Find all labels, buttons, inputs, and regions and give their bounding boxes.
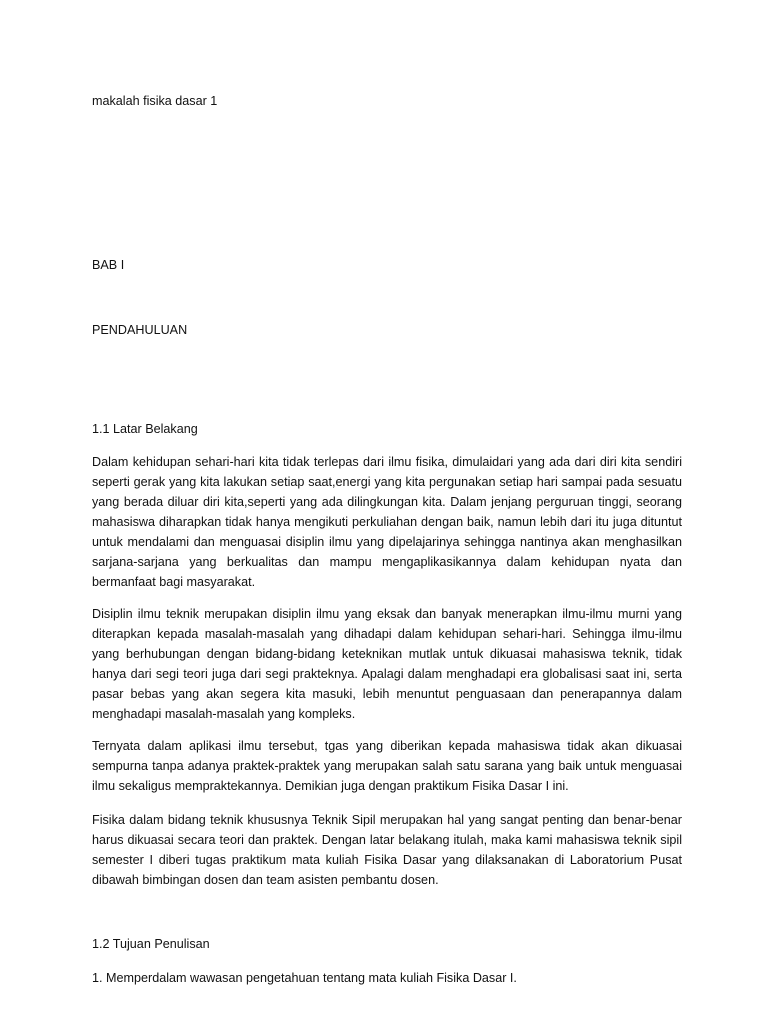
section-heading-tujuan-penulisan: 1.2 Tujuan Penulisan [92, 937, 210, 951]
paragraph-3: Ternyata dalam aplikasi ilmu tersebut, tgas yang diberikan kepada mahasiswa tidak akan dikuasai sempurna tanpa adanya praktek-praktek yang merupakan salah satu sarana yang baik untuk menguasai ilmu sekaligus mempraktekannya. Demikian juga dengan praktikum Fisika Dasar I ini. [92, 739, 682, 793]
paragraph-1: Dalam kehidupan sehari-hari kita tidak terlepas dari ilmu fisika, dimulaidari yang ada dari diri kita sendiri seperti gerak yang kita lakukan setiap saat,energi yang kita pergunakan setiap hari sampai pada sesuatu yang berada diluar diri kita,seperti yang ada dilingkungan kita. Dalam jenjang perguruan tinggi, seorang mahasiswa diharapkan tidak hanya mengikuti perkuliahan dengan baik, namun lebih dari itu juga dituntut untuk mendalami dan menguasai disiplin ilmu yang dipelajarinya sehingga nantinya akan menghasilkan sarjana-sarjana yang berkualitas dan mampu mengaplikasikannya dalam kehidupan nyata dan bermanfaat bagi masyarakat. [92, 455, 682, 589]
section-heading-latar-belakang: 1.1 Latar Belakang [92, 422, 198, 436]
chapter-label: BAB I [92, 258, 125, 272]
paragraph-4: Fisika dalam bidang teknik khususnya Teknik Sipil merupakan hal yang sangat penting dan benar-benar harus dikuasai secara teori dan praktek. Dengan latar belakang itulah, maka kami mahasiswa teknik sipil semester I diberi tugas praktikum mata kuliah Fisika Dasar yang dilaksanakan di Laboratorium Pusat dibawah bimbingan dosen dan team asisten pembantu dosen. [92, 813, 682, 887]
document-header-title: makalah fisika dasar 1 [92, 94, 218, 108]
list-item: 1. Memperdalam wawasan pengetahuan tentang mata kuliah Fisika Dasar I. [92, 971, 517, 985]
chapter-title: PENDAHULUAN [92, 323, 188, 337]
paragraph-2: Disiplin ilmu teknik merupakan disiplin ilmu yang eksak dan banyak menerapkan ilmu-ilmu murni yang diterapkan kepada masalah-masalah yang dihadapi dalam kehidupan sehari-hari. Sehingga ilmu-ilmu yang berhubungan dengan bidang-bidang keteknikan mutlak untuk dikuasai mahasiswa teknik, tidak hanya dari segi teori juga dari segi prakteknya. Apalagi dalam menghadapi era globalisasi saat ini, serta pasar bebas yang akan segera kita masuki, lebih menuntut penguasaan dan penerapannya dalam menghadapi masalah-masalah yang kompleks. [92, 607, 682, 721]
